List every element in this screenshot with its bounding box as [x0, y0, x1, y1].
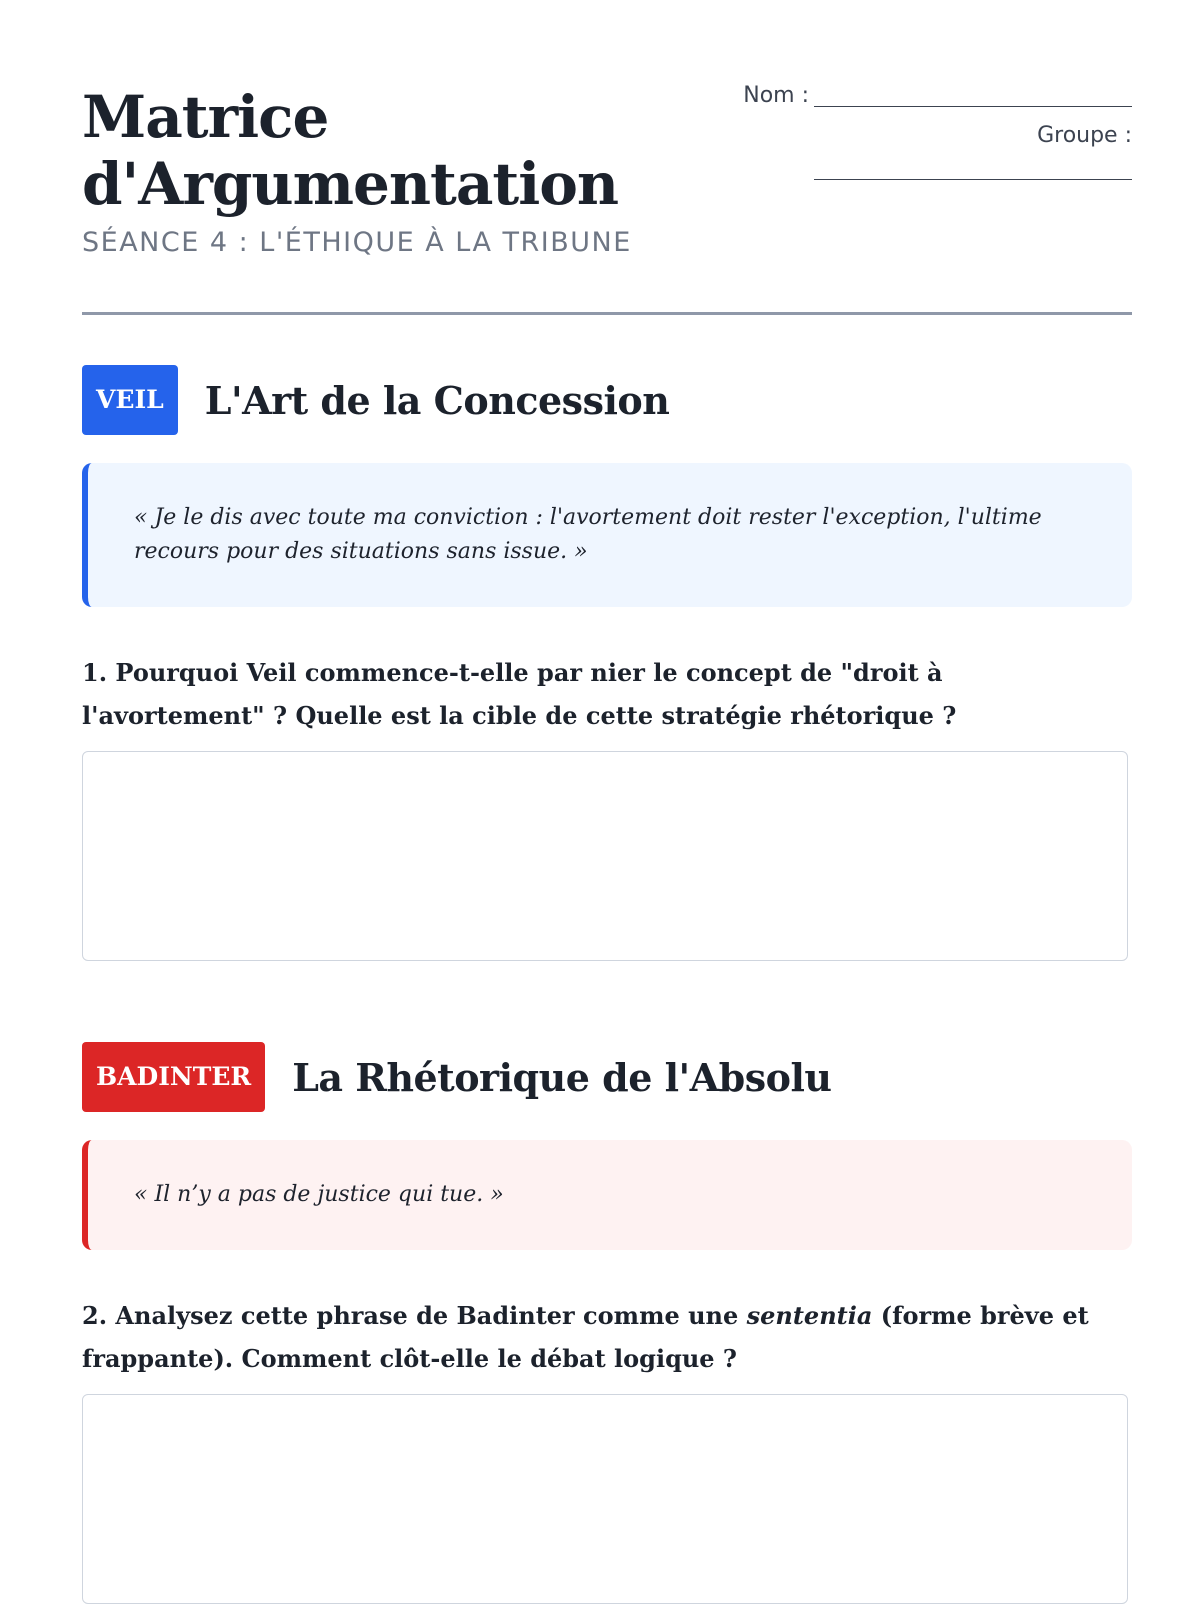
question-1: 1. Pourquoi Veil commence-t-elle par nier le concept de "droit à l'avortement" ? Quelle est la cible de cette stratégie rhétorique ?	[82, 658, 957, 730]
section-badge-badinter: BADINTER	[82, 1042, 265, 1112]
section-title: L'Art de la Concession	[204, 377, 670, 423]
quote-block: « Je le dis avec toute ma conviction : l'avortement doit rester l'exception, l'ultime recours pour des situations sans issue. »	[82, 463, 1132, 607]
section-badge-veil: VEIL	[82, 365, 178, 435]
section-header	[82, 1042, 1132, 1112]
title-line-1: Matrice	[82, 83, 329, 151]
worksheet-page	[82, 0, 1132, 1604]
question-2-emphasis: sententia	[746, 1301, 873, 1330]
question-2-text-end: (forme brève et frappante). Comment clôt-elle le débat logique ?	[82, 1301, 1089, 1373]
worksheet-title	[82, 84, 618, 218]
nom-label: Nom :	[743, 83, 809, 108]
answer-box-2[interactable]	[82, 1394, 1128, 1604]
quote-block: « Il n’y a pas de justice qui tue. »	[82, 1140, 1132, 1250]
session-subtitle: SÉANCE 4 : L'ÉTHIQUE À LA TRIBUNE	[82, 227, 632, 258]
worksheet-header	[82, 0, 1132, 315]
section-badinter	[82, 1042, 1132, 1604]
section-header	[82, 365, 1132, 435]
answer-box-1[interactable]	[82, 751, 1128, 961]
groupe-label: Groupe :	[1037, 123, 1132, 148]
section-veil	[82, 365, 1132, 961]
groupe-field[interactable]	[814, 179, 1132, 180]
title-line-2: d'Argumentation	[82, 150, 619, 218]
question-2-text-start: 2. Analysez cette phrase de Badinter comme une	[82, 1301, 747, 1330]
question-2	[82, 1294, 1132, 1380]
section-title: La Rhétorique de l'Absolu	[292, 1054, 832, 1100]
nom-field[interactable]	[814, 106, 1132, 107]
